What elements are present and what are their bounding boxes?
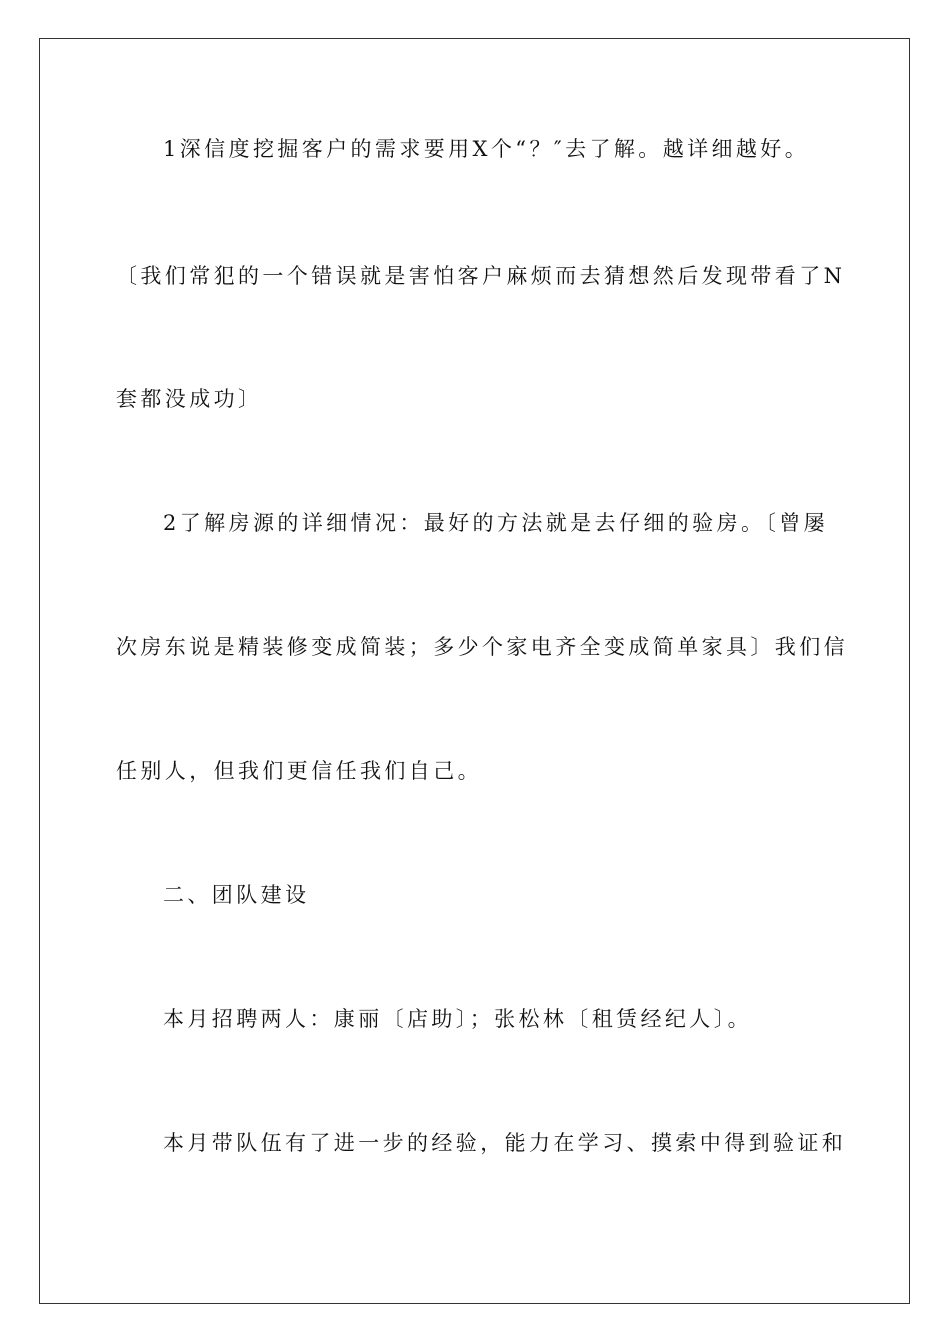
paragraph-line: 本月招聘两人：康丽〔店助〕；张松林〔租赁经纪人〕。 xyxy=(163,1007,752,1031)
paragraph-line: 任别人，但我们更信任我们自己。 xyxy=(116,759,482,783)
paragraph-line: 本月带队伍有了进一步的经验，能力在学习、摸索中得到验证和 xyxy=(163,1131,847,1155)
paragraph-line: 次房东说是精装修变成简装；多少个家电齐全变成简单家具〕我们信 xyxy=(116,635,848,659)
paragraph-line: 套都没成功〕 xyxy=(116,387,263,411)
paragraph-line: 2了解房源的详细情况：最好的方法就是去仔细的验房。〔曾屡 xyxy=(163,511,829,535)
paragraph-line: 〔我们常犯的一个错误就是害怕客户麻烦而去猜想然后发现带看了N xyxy=(116,264,846,288)
paragraph-line: 1深信度挖掘客户的需求要用X个“？″去了解。越详细越好。 xyxy=(163,137,810,161)
section-heading: 二、团队建设 xyxy=(163,883,310,907)
page-border xyxy=(39,38,910,1304)
